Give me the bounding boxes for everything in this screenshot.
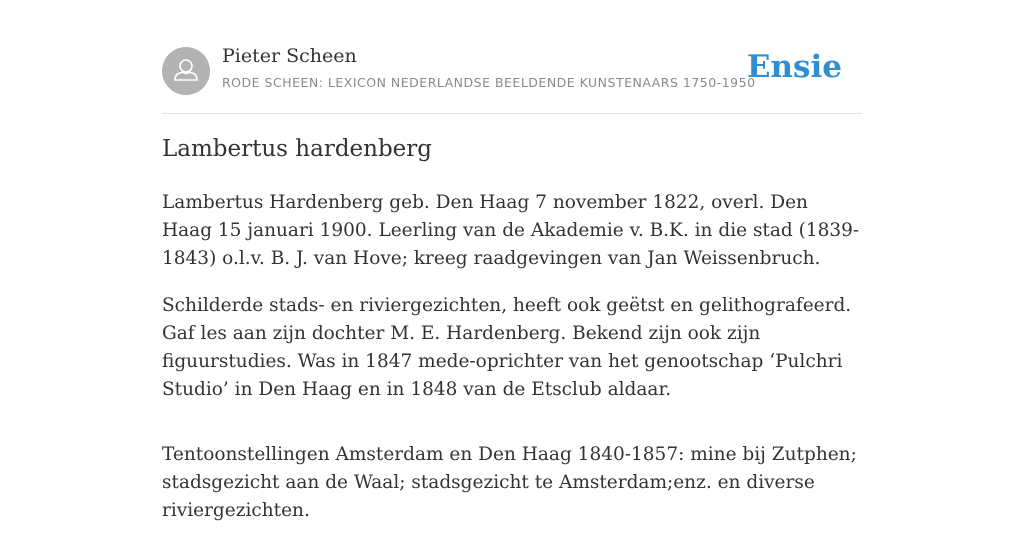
- paragraph: Tentoonstellingen Amsterdam en Den Haag 1840-1857: mine bij Zutphen; stadsgezicht aan de Waal; stadsgezicht te Amsterdam;enz. en diverse riviergezichten.: [162, 444, 857, 521]
- page-container: [162, 0, 862, 521]
- article-header: [162, 0, 862, 114]
- source-title[interactable]: RODE SCHEEN: LEXICON NEDERLANDSE BEELDENDE KUNSTENAARS 1750-1950: [222, 75, 756, 90]
- paragraph: Schilderde stads- en riviergezichten, heeft ook geëtst en gelithografeerd. Gaf les aan zijn dochter M. E. Hardenberg. Bekend zijn ook zijn figuurstudies. Was in 1847 mede-oprichter van het genootschap ‘Pulchri Studio’ in Den Haag en in 1848 van de Etsclub aldaar.: [162, 295, 852, 400]
- article-body: [162, 189, 862, 544]
- avatar[interactable]: [162, 47, 210, 95]
- ensie-logo[interactable]: Ensie: [746, 49, 842, 85]
- author-name[interactable]: Pieter Scheen: [222, 45, 357, 67]
- user-silhouette-icon: [162, 47, 210, 95]
- page-title: Lambertus hardenberg: [162, 136, 433, 162]
- paragraph: Lambertus Hardenberg geb. Den Haag 7 november 1822, overl. Den Haag 15 januari 1900. Leerling van de Akademie v. B.K. in die stad (1839-1843) o.l.v. B. J. van Hove; kreeg raadgevingen van Jan Weissenbruch.: [162, 192, 860, 269]
